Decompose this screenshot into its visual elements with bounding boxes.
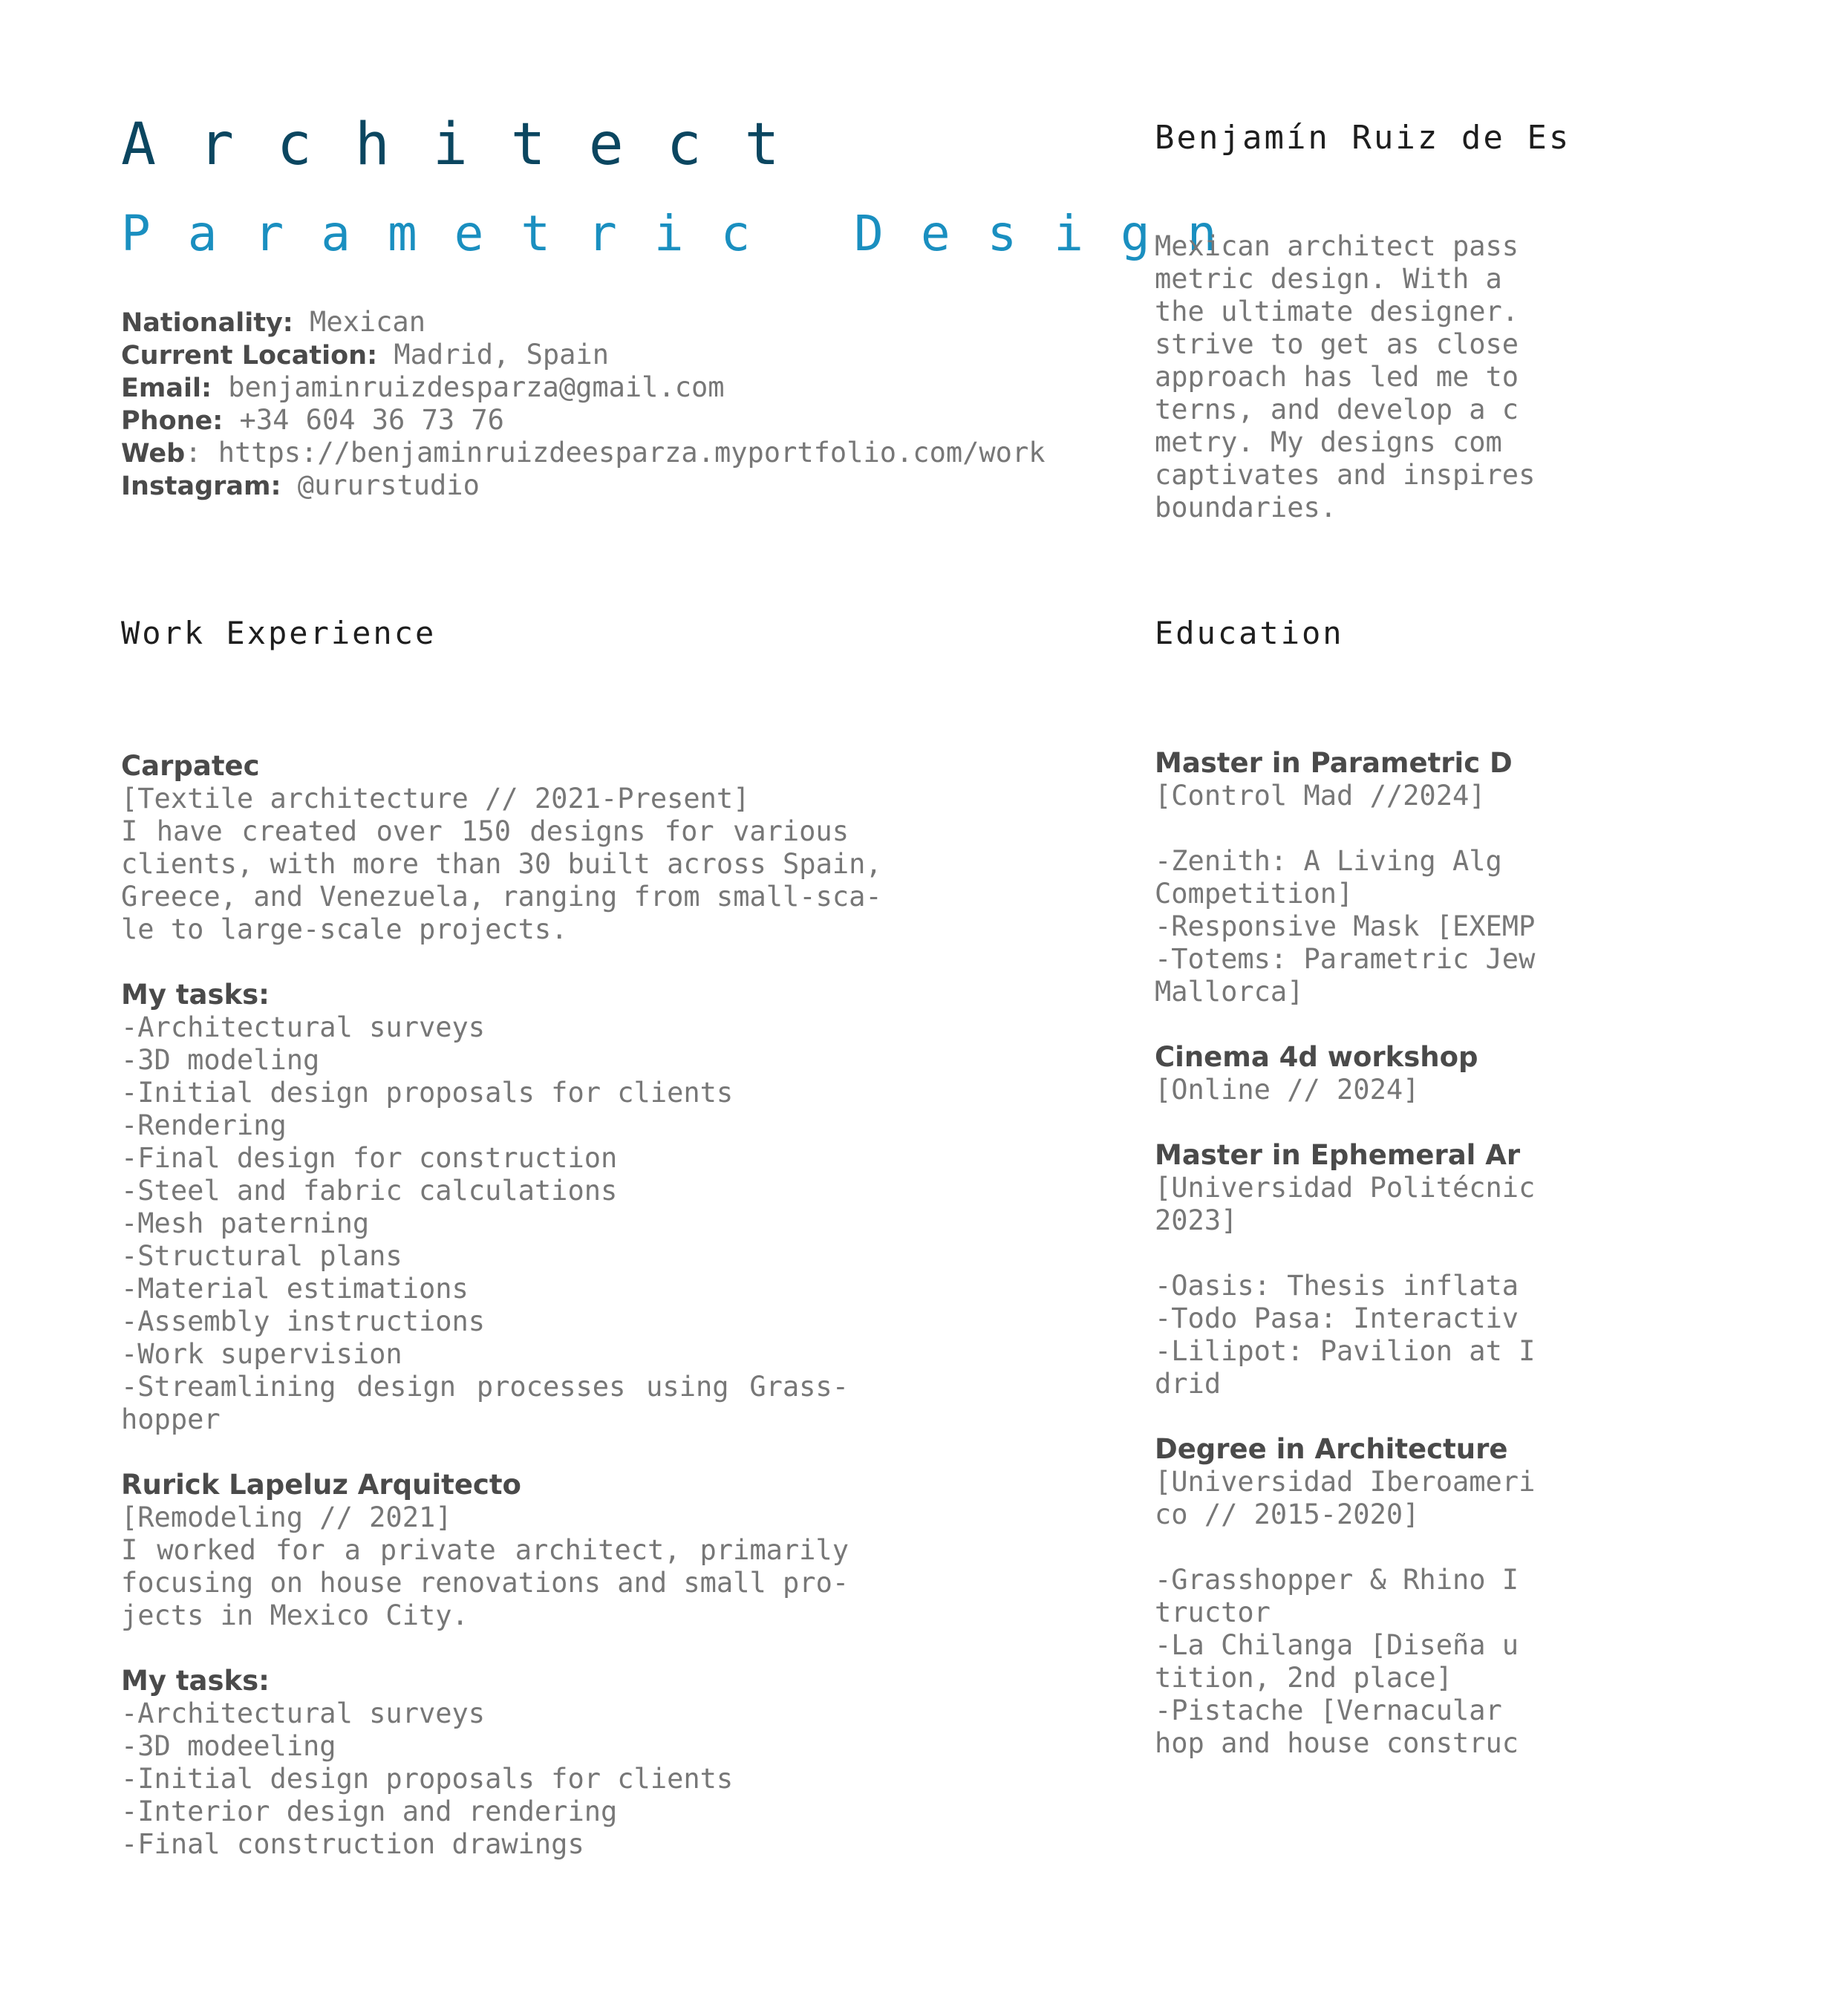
education-line: -La Chilanga [Diseña u: [1155, 1629, 1519, 1661]
bio-line: the ultimate designer.: [1155, 296, 1519, 327]
contact-phone: [121, 404, 1046, 437]
bio-line: boundaries.: [1155, 492, 1337, 523]
education-line: Mallorca]: [1155, 976, 1304, 1008]
task-item: -Mesh paterning: [121, 1207, 370, 1239]
contact-info: [121, 306, 1046, 502]
task-item: hopper: [121, 1403, 221, 1435]
task-item: -Final construction drawings: [121, 1828, 584, 1860]
bio-line: captivates and inspires: [1155, 459, 1536, 491]
education-line: [Control Mad //2024]: [1155, 780, 1486, 812]
task-item: -Assembly instructions: [121, 1305, 486, 1337]
email-value[interactable]: benjaminruizdesparza@gmail.com: [212, 371, 725, 403]
job-desc-line: Greece, and Venezuela, ranging from small-sca-: [121, 881, 882, 913]
job-desc-line: I have created over 150 designs for various: [121, 815, 849, 847]
task-item: -Architectural surveys: [121, 1011, 486, 1043]
education-line: -Responsive Mask [EXEMP: [1155, 910, 1536, 942]
education-line: 2023]: [1155, 1204, 1238, 1236]
education-line: drid: [1155, 1368, 1222, 1400]
bio-line: approach has led me to: [1155, 361, 1519, 393]
task-item: -Final design for construction: [121, 1142, 618, 1174]
education-line: -Grasshopper & Rhino I: [1155, 1564, 1519, 1596]
phone-label: Phone:: [121, 406, 224, 436]
task-item: -Interior design and rendering: [121, 1795, 618, 1827]
education-line: Competition]: [1155, 878, 1354, 910]
education-heading: Education: [1155, 615, 1344, 651]
job-rurick-lapeluz: [121, 1469, 849, 1861]
bio-line: metric design. With a: [1155, 263, 1502, 295]
education-title: Degree in Architecture: [1155, 1433, 1508, 1465]
job-carpatec: [121, 750, 882, 1436]
job-desc-line: le to large-scale projects.: [121, 913, 568, 945]
task-item: -Initial design proposals for clients: [121, 1763, 734, 1795]
education-line: hop and house construc: [1155, 1727, 1519, 1759]
task-item: -Streamlining design processes using Grass-: [121, 1371, 849, 1403]
education-title: Cinema 4d workshop: [1155, 1041, 1478, 1073]
job-desc-line: clients, with more than 30 built across Spain,: [121, 848, 882, 880]
job-desc-line: focusing on house renovations and small pro-: [121, 1567, 849, 1599]
location-value: Madrid, Spain: [377, 339, 609, 371]
contact-web: [121, 437, 1046, 469]
task-item: -Steel and fabric calculations: [121, 1175, 618, 1207]
task-item: -3D modeling: [121, 1044, 320, 1076]
education-line: -Zenith: A Living Alg: [1155, 845, 1502, 877]
task-item: -3D modeeling: [121, 1730, 336, 1762]
tasks-label: My tasks:: [121, 1665, 270, 1697]
task-item: -Material estimations: [121, 1273, 469, 1305]
contact-location: [121, 339, 1046, 371]
job-desc-line: jects in Mexico City.: [121, 1599, 469, 1631]
job-desc-line: I worked for a private architect, primarily: [121, 1534, 849, 1566]
location-label: Current Location:: [121, 341, 378, 371]
nationality-label: Nationality:: [121, 308, 293, 338]
education-line: co // 2015-2020]: [1155, 1498, 1420, 1530]
contact-nationality: [121, 306, 1046, 339]
job-meta: [Textile architecture // 2021-Present]: [121, 783, 750, 815]
tasks-label: My tasks:: [121, 979, 270, 1011]
web-label: Web: [121, 439, 186, 469]
education-line: -Todo Pasa: Interactiv: [1155, 1302, 1519, 1334]
page-subtitle: Parametric Design: [121, 205, 1254, 262]
job-meta: [Remodeling // 2021]: [121, 1501, 452, 1533]
nationality-value: Mexican: [293, 306, 425, 338]
task-item: -Initial design proposals for clients: [121, 1077, 734, 1109]
education-list: [1155, 747, 1535, 1760]
instagram-handle[interactable]: @ururstudio: [281, 469, 480, 501]
education-line: -Oasis: Thesis inflata: [1155, 1270, 1519, 1302]
education-line: tructor: [1155, 1596, 1271, 1628]
task-item: -Architectural surveys: [121, 1697, 486, 1729]
education-line: -Totems: Parametric Jew: [1155, 943, 1536, 975]
task-item: -Work supervision: [121, 1338, 402, 1370]
job-company: Carpatec: [121, 750, 260, 782]
education-line: -Lilipot: Pavilion at I: [1155, 1335, 1536, 1367]
bio-line: strive to get as close: [1155, 328, 1519, 360]
bio-line: Mexican architect pass: [1155, 230, 1519, 262]
web-link[interactable]: : https://benjaminruizdeesparza.myportfolio.com/work: [185, 437, 1046, 469]
education-title: Master in Parametric D: [1155, 747, 1513, 779]
task-item: -Rendering: [121, 1109, 287, 1141]
education-line: -Pistache [Vernacular: [1155, 1694, 1502, 1726]
education-title: Master in Ephemeral Ar: [1155, 1139, 1521, 1171]
education-line: [Universidad Politécnic: [1155, 1172, 1536, 1204]
bio-line: metry. My designs com: [1155, 426, 1502, 458]
email-label: Email:: [121, 373, 212, 403]
profile-bio: [1155, 230, 1535, 524]
profile-name: Benjamín Ruiz de Es: [1155, 119, 1571, 157]
education-line: [Online // 2024]: [1155, 1074, 1420, 1106]
contact-instagram: [121, 469, 1046, 502]
task-item: -Structural plans: [121, 1240, 402, 1272]
education-line: tition, 2nd place]: [1155, 1662, 1452, 1694]
instagram-label: Instagram:: [121, 472, 281, 501]
education-line: [Universidad Iberoameri: [1155, 1466, 1536, 1498]
page-title: Architect: [121, 111, 823, 178]
work-experience-heading: Work Experience: [121, 615, 437, 651]
contact-email: [121, 371, 1046, 404]
phone-value: +34 604 36 73 76: [223, 404, 504, 436]
bio-line: terns, and develop a c: [1155, 394, 1519, 425]
job-company: Rurick Lapeluz Arquitecto: [121, 1469, 521, 1501]
